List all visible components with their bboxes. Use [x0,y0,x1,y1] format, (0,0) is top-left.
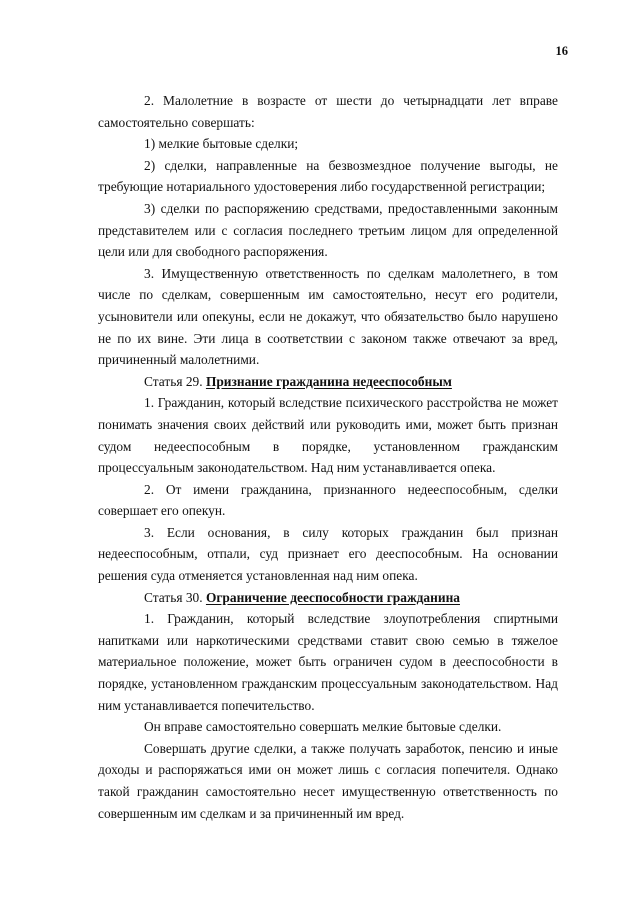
page-number: 16 [555,44,568,58]
paragraph: 3. Если основания, в силу которых гражданин был признан недееспособным, отпали, суд признает его дееспособным. На основании решения суда отменяется установленная над ним опека. [98,524,558,584]
list-item: 3) сделки по распоряжению средствами, предоставленными законным представителем или с согласия последнего третьим лицом для определенной цели или для свободного распоряжения. [98,200,558,260]
paragraph: 1. Гражданин, который вследствие психического расстройства не может понимать значения своих действий или руководить ими, может быть признан судом недееспособным в порядке, установленном гражданским процессуальным законодательством. Над ним устанавливается опека. [98,395,558,476]
paragraph: 2. От имени гражданина, признанного недееспособным, сделки совершает его опекун. [98,481,558,519]
document-body [98,90,558,824]
article-title: Ограничение дееспособности гражданина [205,589,460,605]
paragraph: Он вправе самостоятельно совершать мелкие бытовые сделки. [144,719,502,735]
article-title: Признание гражданина недееспособным [205,373,452,389]
article-heading [98,371,558,393]
paragraph: 3. Имущественную ответственность по сделкам малолетнего, в том числе по сделкам, совершенным им самостоятельно, несут его родители, усыновители или опекуны, если не докажут, что обязательство было нарушено не по их вине. Эти лица в соответствии с законом также отвечают за вред, причиненный малолетними. [98,265,558,368]
article-heading [98,587,558,609]
paragraph: 1. Гражданин, который вследствие злоупотребления спиртными напитками или наркотическими средствами ставит свою семью в тяжелое материальное положение, может быть ограничен судом в дееспособности в порядке, установленном гражданским процессуальным законодательством. Над ним устанавливается попечительство. [98,611,558,713]
list-item: 1) мелкие бытовые сделки; [144,136,299,152]
paragraph: Совершать другие сделки, а также получать заработок, пенсию и иные доходы и распоряжаться ими он может лишь с согласия попечителя. Однако такой гражданин самостоятельно несет имущественную ответственность по совершенным им сделкам и за причиненный им вред. [98,740,558,821]
list-item: 2) сделки, направленные на безвозмездное получение выгоды, не требующие нотариального удостоверения либо государственной регистрации; [98,157,558,195]
article-number: Статья 29. [144,373,203,389]
article-number: Статья 30. [144,589,203,605]
paragraph: 2. Малолетние в возрасте от шести до четырнадцати лет вправе самостоятельно совершать: [98,93,558,130]
